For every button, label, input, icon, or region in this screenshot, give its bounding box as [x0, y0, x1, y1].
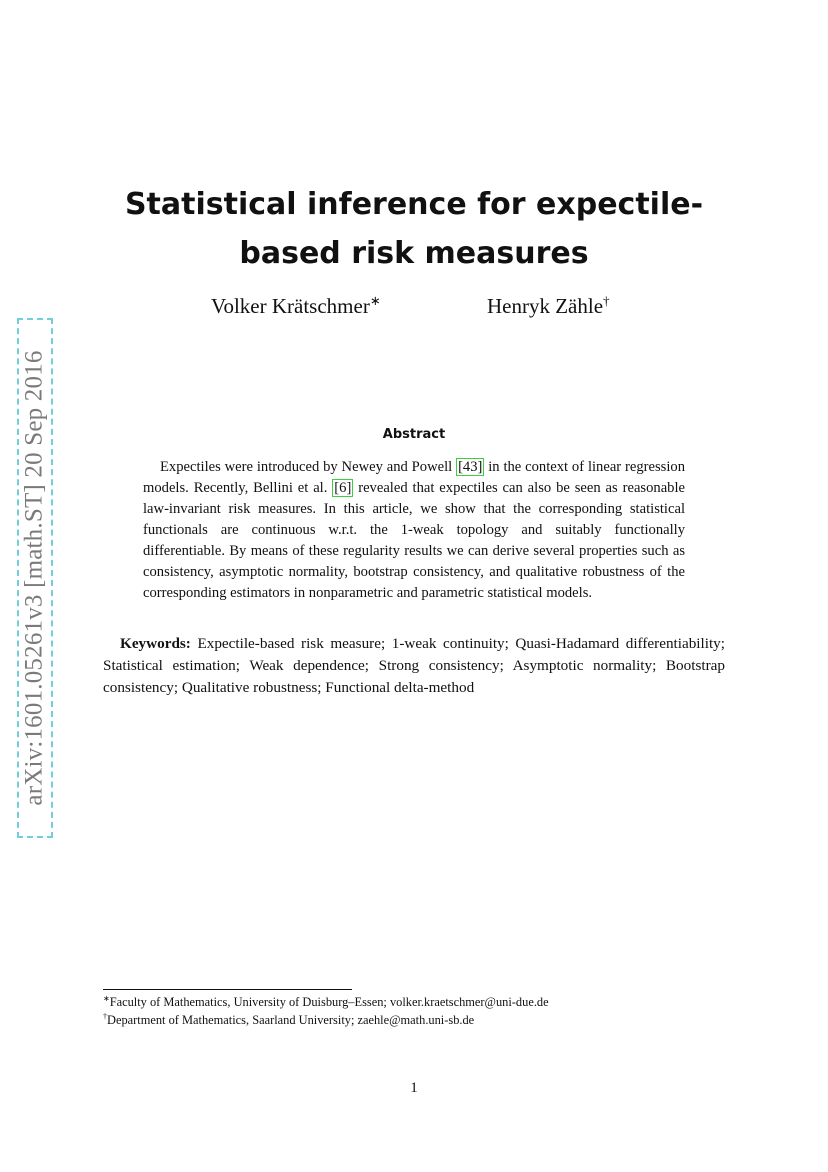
footnote-1 [103, 994, 549, 1010]
author-name: Volker Krätschmer [211, 294, 370, 318]
author-1 [211, 293, 381, 319]
citation-link[interactable]: [43] [458, 459, 483, 475]
keywords [103, 633, 725, 699]
footnote-text: Faculty of Mathematics, University of Duisburg–Essen; volker.kraetschmer@uni-due.de [109, 995, 549, 1010]
abstract-text-part: in the context of linear regression models. Recently, Bellini et al. [143, 459, 685, 496]
paper-title: Statistical inference for expectile-based risk measures [124, 187, 704, 271]
footnote-2 [103, 1012, 474, 1028]
arxiv-identifier-text: arXiv:1601.05261v3 [math.ST] 20 Sep 2016 [21, 350, 48, 806]
author-footnote-mark: † [603, 293, 610, 308]
author-name: Henryk Zähle [487, 294, 604, 318]
page-number: 1 [410, 1080, 418, 1096]
abstract-text [143, 457, 685, 604]
footnote-mark: † [103, 1012, 107, 1021]
abstract-heading: Abstract [382, 427, 446, 442]
footnote-mark: ∗ [103, 994, 110, 1003]
footnote-text: Department of Mathematics, Saarland University; zaehle@math.uni-sb.de [107, 1013, 475, 1028]
abstract-text-part: Expectiles were introduced by Newey and Powell [160, 459, 457, 475]
citation-link[interactable]: [6] [334, 480, 352, 496]
keywords-text: Expectile-based risk measure; 1-weak continuity; Quasi-Hadamard differentiability; Statistical estimation; Weak dependence; Strong consistency; Asymptotic normality; Bootstrap consistency; Qualitative robustness; Functional delta-method [103, 635, 725, 696]
footnote-divider [103, 989, 352, 990]
author-footnote-mark: ∗ [369, 293, 381, 308]
abstract-text-part: revealed that expectiles can also be seen as reasonable law-invariant risk measures. In this article, we show that the corresponding statistical functionals are continuous w.r.t. the 1-weak topology and suitably functionally differentiable. By means of these regularity results we can derive several properties such as consistency, asymptotic normality, bootstrap consistency, and qualitative robustness of the corresponding estimators in nonparametric and parametric statistical models. [143, 480, 686, 601]
author-2 [487, 293, 610, 319]
keywords-label: Keywords: [120, 635, 191, 652]
arxiv-identifier-stamp[interactable] [17, 318, 53, 838]
